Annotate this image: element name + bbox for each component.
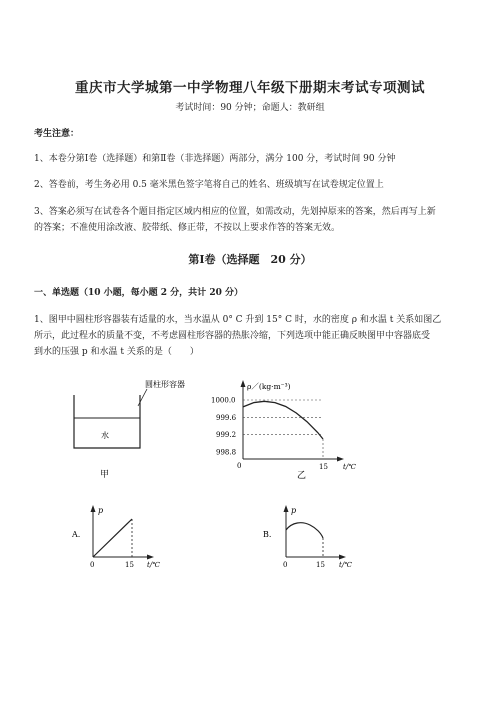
x-tick-label: 15	[319, 463, 328, 471]
figure-yi	[211, 380, 356, 481]
option-b-x-tick: 15	[316, 561, 325, 569]
option-a-x-tick: 15	[125, 561, 134, 569]
y-axis-arrow	[241, 380, 246, 387]
density-gridlines	[243, 400, 323, 459]
water-label: 水	[101, 431, 109, 440]
caption-jia: 甲	[100, 470, 110, 480]
caption-yi: 乙	[297, 471, 307, 481]
option-a-x-label: t/℃	[147, 561, 161, 569]
option-b-y-label: p	[291, 506, 297, 515]
y-tick-label: 1000.0	[211, 396, 236, 405]
question-line-3: 到水的压强 p 和水温 t 关系的是（ ）	[34, 347, 199, 357]
y-axis-label: ρ／(kg·m⁻³)	[247, 382, 291, 391]
option-b-x-origin: 0	[283, 561, 288, 569]
figure-jia	[74, 379, 185, 480]
y-tick-label: 998.8	[216, 448, 237, 457]
option-a-x-arrow	[147, 555, 154, 560]
question-line-1: 1、图甲中圆柱形容器装有适量的水，当水温从 0° C 升到 15° C 时，水的密度 ρ 和水温 t 关系如图乙	[34, 315, 442, 325]
notice-heading: 考生注意：	[34, 129, 80, 139]
option-a-y-arrow	[91, 505, 96, 512]
page-title: 重庆市大学城第一中学物理八年级下册期末考试专项测试	[75, 80, 425, 96]
x-axis-label: t/℃	[343, 463, 357, 471]
notice-item-2: 2、答卷前，考生务必用 0.5 毫米黑色签字笔将自己的姓名、班级填写在试卷规定位置上	[34, 180, 384, 190]
part-heading: 一、单选题（10 小题，每小题 2 分，共计 20 分）	[34, 288, 243, 298]
option-a-letter: A.	[72, 530, 81, 539]
section-title: 第Ⅰ卷（选择题 20 分）	[188, 253, 312, 266]
option-a-line	[93, 519, 132, 557]
notice-item-1: 1、本卷分第Ⅰ卷（选择题）和第Ⅱ卷（非选择题）两部分，满分 100 分，考试时间 90 分钟	[34, 154, 396, 164]
option-a-y-label: p	[98, 506, 104, 515]
notice-item-3-cont: 的答案；不准使用涂改液、胶带纸、修正带，不按以上要求作答的答案无效。	[34, 223, 341, 233]
container-label: 圆柱形容器	[145, 380, 185, 389]
option-b-x-label: t/℃	[339, 561, 353, 569]
exam-info: 考试时间：90 分钟；命题人：教研组	[175, 103, 325, 113]
label-leader-line	[138, 389, 147, 406]
option-a-x-origin: 0	[90, 561, 95, 569]
container-outline	[74, 395, 140, 448]
density-curve	[243, 401, 323, 439]
question-line-2: 所示，此过程水的质量不变，不考虑圆柱形容器的热胀冷缩，下列选项中能正确反映图甲中容器底受	[34, 331, 431, 341]
option-a[interactable]	[71, 505, 160, 569]
notice-item-3: 3、答案必须写在试卷各个题目指定区域内相应的位置，如需改动，先划掉原来的答案，然后再写上新	[34, 207, 436, 217]
x-axis-arrow	[337, 457, 344, 462]
y-tick-label: 999.6	[216, 413, 237, 422]
option-b-y-arrow	[284, 505, 289, 512]
y-tick-label: 999.2	[216, 431, 237, 440]
option-b-x-arrow	[339, 555, 346, 560]
option-b-curve	[286, 523, 323, 538]
option-b-letter: B.	[263, 530, 272, 539]
x-origin-label: 0	[237, 462, 242, 470]
option-b[interactable]	[263, 505, 352, 569]
